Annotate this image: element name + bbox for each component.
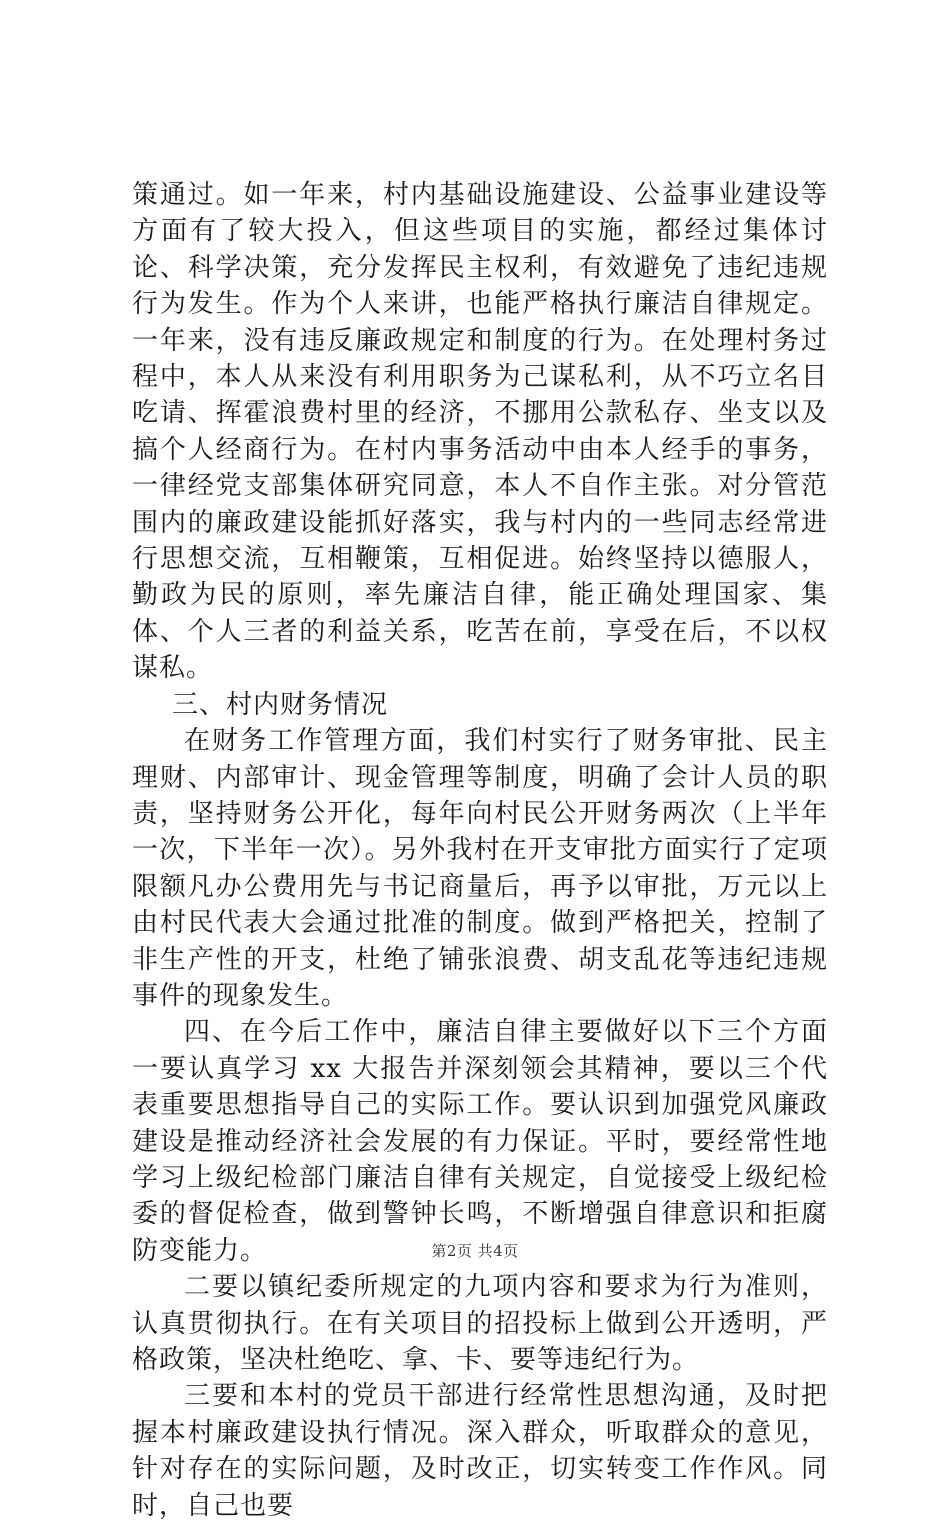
section-heading-finance: 三、村内财务情况: [172, 689, 389, 720]
page-number-footer: 第2页 共4页: [431, 1242, 519, 1260]
document-body: [132, 177, 828, 1524]
paragraph-third-point: 三要和本村的党员干部进行经常性思想沟通，及时把握本村廉政建设执行情况。深入群众，听取群众的意见，针对存在的实际问题，及时改正，切实转变工作作风。同时，自己也要: [132, 1381, 828, 1521]
paragraph-future-work: 四、在今后工作中，廉洁自律主要做好以下三个方面一要认真学习 xx 大报告并深刻领会其精神，要以三个代表重要思想指导自己的实际工作。要认识到加强党风廉政建设是推动经济社会发展的有力保证。平时，要经常性地学习上级纪检部门廉洁自律有关规定，自觉接受上级纪检委的督促检查，做到警钟长鸣，不断增强自律意识和拒腐防变能力。: [132, 1017, 828, 1266]
paragraph-continuation: 策通过。如一年来，村内基础设施建设、公益事业建设等方面有了较大投入，但这些项目的实施，都经过集体讨论、科学决策，充分发挥民主权利，有效避免了违纪违规行为发生。作为个人来讲，也能严格执行廉洁自律规定。一年来，没有违反廉政规定和制度的行为。在处理村务过程中，本人从来没有利用职务为己谋私利，从不巧立名目吃请、挥霍浪费村里的经济，不挪用公款私存、坐支以及搞个人经商行为。在村内事务活动中由本人经手的事务，一律经党支部集体研究同意，本人不自作主张。对分管范围内的廉政建设能抓好落实，我与村内的一些同志经常进行思想交流，互相鞭策，互相促进。始终坚持以德服人，勤政为民的原则，率先廉洁自律，能正确处理国家、集体、个人三者的利益关系，吃苦在前，享受在后，不以权谋私。: [132, 180, 828, 684]
paragraph-finance: 在财务工作管理方面，我们村实行了财务审批、民主理财、内部审计、现金管理等制度，明确了会计人员的职责，坚持财务公开化，每年向村民公开财务两次（上半年一次，下半年一次）。另外我村在开支审批方面实行了定项限额凡办公费用先与书记商量后，再予以审批，万元以上由村民代表大会通过批准的制度。做到严格把关，控制了非生产性的开支，杜绝了铺张浪费、胡支乱花等违纪违规事件的现象发生。: [132, 726, 828, 1011]
paragraph-second-point: 二要以镇纪委所规定的九项内容和要求为行为准则，认真贯彻执行。在有关项目的招投标上做到公开透明，严格政策，坚决杜绝吃、拿、卡、要等违纪行为。: [132, 1272, 828, 1375]
